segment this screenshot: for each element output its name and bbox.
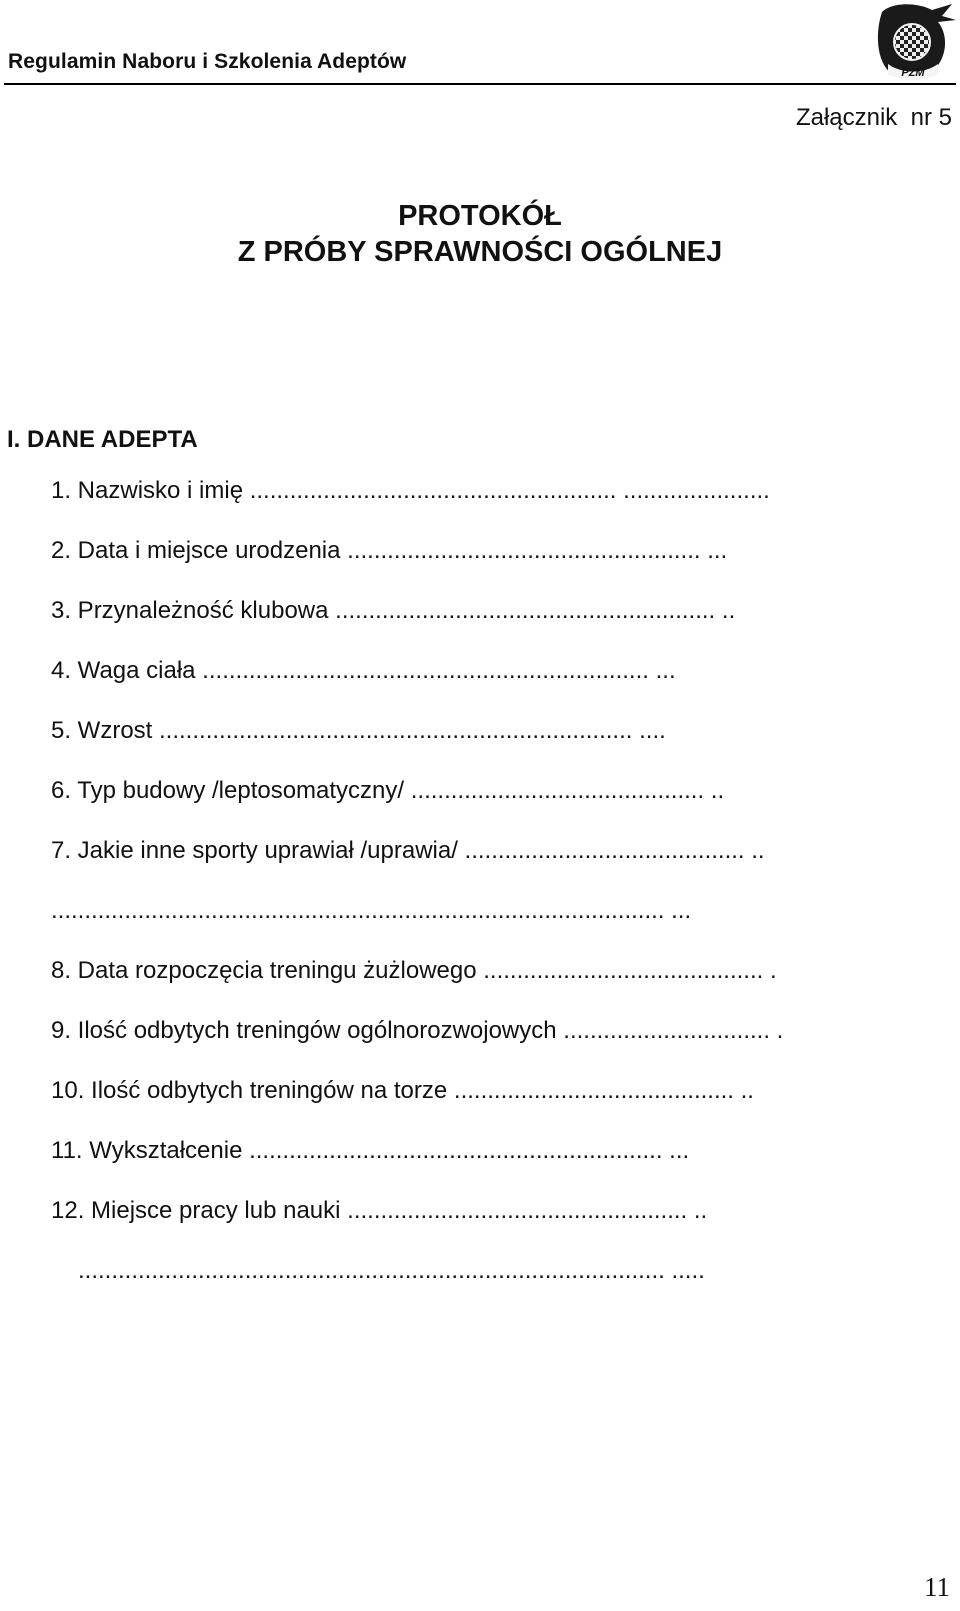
field-label: 12. Miejsce pracy lub nauki (51, 1197, 341, 1224)
field-label: 4. Waga ciała (51, 657, 196, 684)
field-label: 3. Przynależność klubowa (51, 597, 329, 624)
field-label: 5. Wzrost (51, 717, 153, 744)
field-fill-line: ....................................................................... .... (152, 717, 666, 744)
field-fill-line: ................................................... .. (340, 1197, 708, 1224)
field-label: 1. Nazwisko i imię (51, 477, 244, 504)
form-field-11 (51, 1136, 891, 1166)
form-field-6 (51, 776, 891, 806)
form-field-12 (51, 1196, 891, 1226)
field-label: 10. Ilość odbytych treningów na torze (51, 1077, 448, 1104)
field-fill-line: ......................................................... .. (328, 597, 736, 624)
form-field-5 (51, 716, 891, 746)
document-title-line-2: Z PRÓBY SPRAWNOŚCI OGÓLNEJ (237, 236, 723, 268)
attachment-label: Załącznik nr 5 (795, 104, 952, 131)
field-label: 7. Jakie inne sporty uprawiał /uprawia/ (51, 837, 458, 864)
field-fill-line: ........................................................................................ ..... (78, 1257, 705, 1284)
field-fill-line: ..................................................... ... (340, 537, 728, 564)
field-fill-line: ....................................................... ...................... (243, 477, 770, 504)
field-label: 9. Ilość odbytych treningów ogólnorozwojowych (51, 1017, 557, 1044)
form-field-12-continuation (78, 1256, 918, 1286)
pzm-logo-text: PZM (901, 67, 925, 79)
field-fill-line: ............................... . (556, 1017, 784, 1044)
form-field-1 (51, 476, 891, 506)
field-fill-line: ................................................................... ... (195, 657, 676, 684)
section-heading: I. DANE ADEPTA (7, 426, 198, 453)
header-title: Regulamin Naboru i Szkolenia Adeptów (8, 50, 407, 73)
form-field-8 (51, 956, 891, 986)
header-rule (4, 83, 956, 85)
form-field-7-continuation (51, 896, 891, 926)
pzm-logo-icon (872, 0, 956, 84)
field-fill-line: .......................................... .. (447, 1077, 754, 1104)
field-fill-line: .......................................... . (476, 957, 777, 984)
form-field-3 (51, 596, 891, 626)
field-fill-line: ............................................................................................ ... (51, 897, 692, 924)
form-field-7 (51, 836, 891, 866)
page-number: 11 (924, 1572, 950, 1602)
field-fill-line: ............................................ .. (404, 777, 725, 804)
field-label: 6. Typ budowy /leptosomatyczny/ (51, 777, 405, 804)
field-label: 2. Data i miejsce urodzenia (51, 537, 341, 564)
field-label: 11. Wykształcenie (51, 1137, 243, 1164)
form-field-2 (51, 536, 891, 566)
field-fill-line: .............................................................. ... (242, 1137, 690, 1164)
field-fill-line: .......................................... .. (457, 837, 765, 864)
document-title-line-1: PROTOKÓŁ (398, 200, 562, 232)
form-field-9 (51, 1016, 891, 1046)
form-field-10 (51, 1076, 891, 1106)
field-label: 8. Data rozpoczęcia treningu żużlowego (51, 957, 477, 984)
form-field-4 (51, 656, 891, 686)
